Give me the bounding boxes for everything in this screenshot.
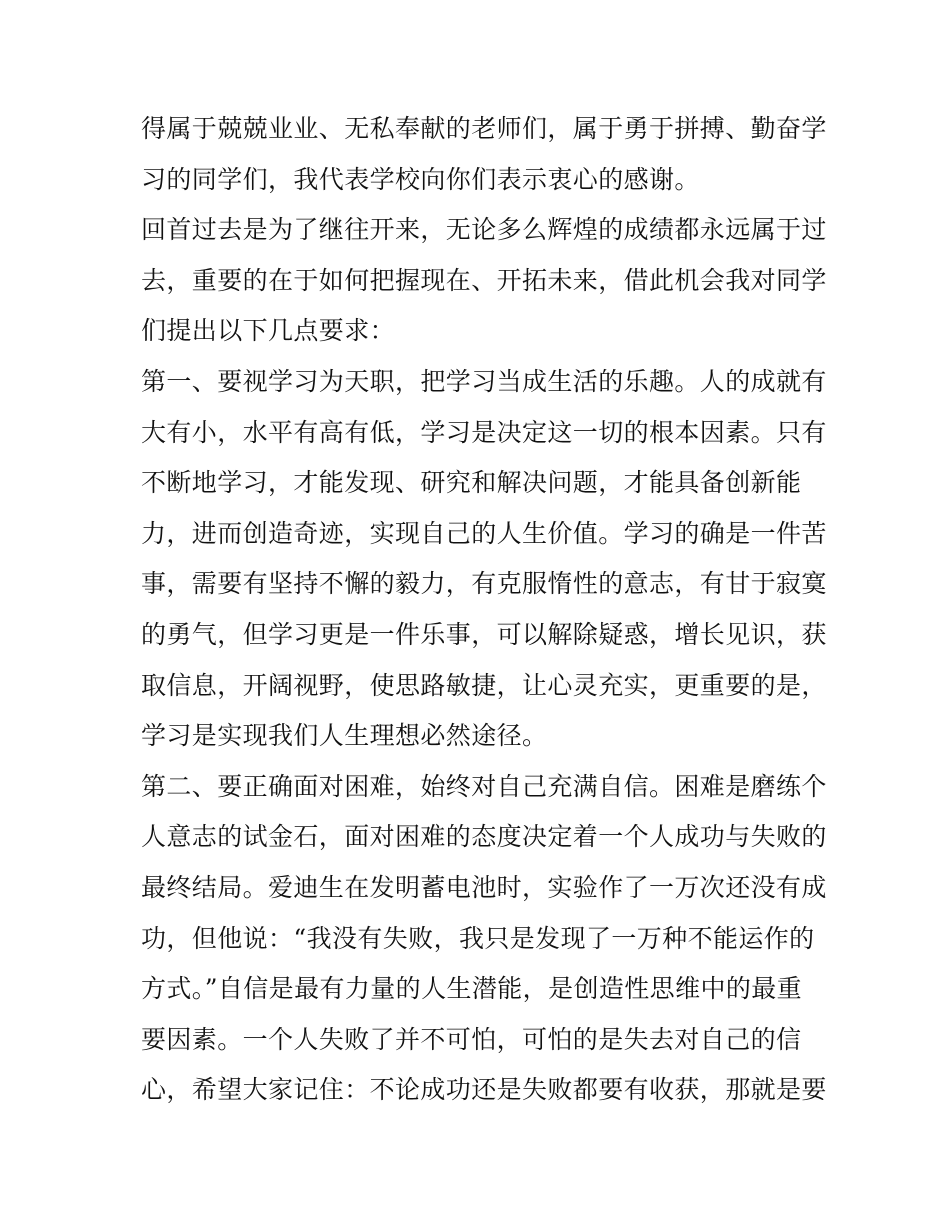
text-line: 第一、要视学习为天职，把学习当成生活的乐趣。人的成就有 <box>141 366 827 396</box>
text-line: 方式。”自信是最有力量的人生潜能，是创造性思维中的最重 <box>141 974 803 1004</box>
document-body <box>141 104 827 1116</box>
text-line: 力，进而创造奇迹，实现自己的人生价值。学习的确是一件苦 <box>141 518 827 548</box>
text-line: 事，需要有坚持不懈的毅力，有克服惰性的意志，有甘于寂寞 <box>141 569 827 599</box>
text-line: 要因素。一个人失败了并不可怕，可怕的是失去对自己的信 <box>141 1024 802 1054</box>
text-line: 第二、要正确面对困难，始终对自己充满自信。困难是磨练个 <box>141 771 827 801</box>
text-line: 心，希望大家记住：不论成功还是失败都要有收获，那就是要 <box>141 1075 827 1105</box>
text-line: 去，重要的在于如何把握现在、开拓未来，借此机会我对同学 <box>141 265 827 295</box>
text-line: 得属于兢兢业业、无私奉献的老师们，属于勇于拼搏、勤奋学 <box>141 114 827 143</box>
text-line: 们提出以下几点要求： <box>141 316 396 346</box>
text-line: 的勇气，但学习更是一件乐事，可以解除疑惑，增长见识，获 <box>141 619 827 649</box>
text-line: 功，但他说：“我没有失败，我只是发现了一万种不能运作的 <box>141 923 815 953</box>
text-line: 人意志的试金石，面对困难的态度决定着一个人成功与失败的 <box>141 822 827 852</box>
text-line: 回首过去是为了继往开来，无论多么辉煌的成绩都永远属于过 <box>141 215 827 245</box>
text-line: 学习是实现我们人生理想必然途径。 <box>141 721 548 751</box>
text-line: 习的同学们，我代表学校向你们表示衷心的感谢。 <box>141 164 700 194</box>
text-line: 最终结局。爱迪生在发明蓄电池时，实验作了一万次还没有成 <box>141 872 827 902</box>
text-line: 大有小，水平有高有低，学习是决定这一切的根本因素。只有 <box>141 417 827 447</box>
text-line: 不断地学习，才能发现、研究和解决问题，才能具备创新能 <box>141 468 802 498</box>
text-line: 取信息，开阔视野，使思路敏捷，让心灵充实，更重要的是， <box>141 670 827 700</box>
